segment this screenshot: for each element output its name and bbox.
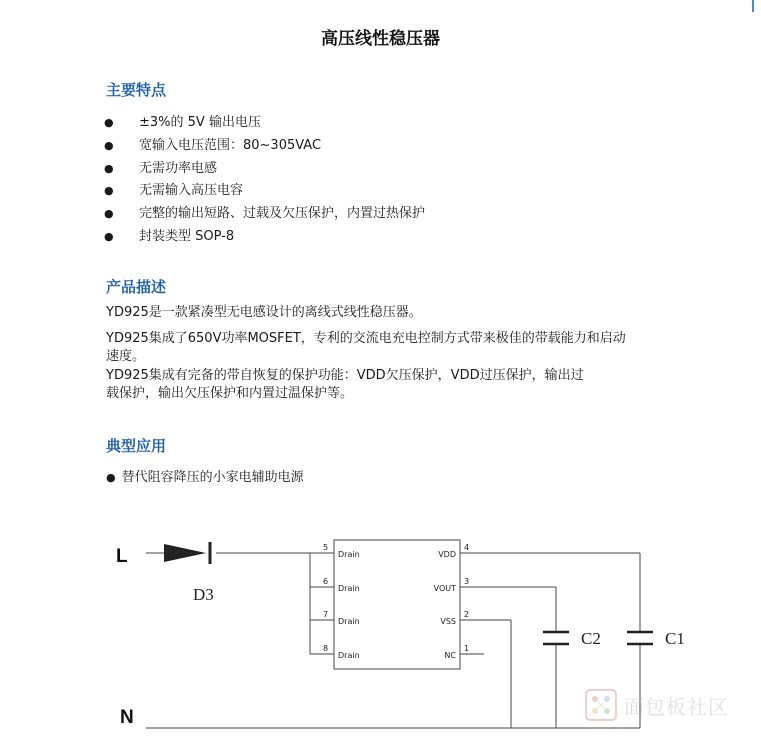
c2-label: C2 <box>581 629 601 648</box>
description-line: 速度。 <box>106 349 146 364</box>
c1-label: C1 <box>665 629 685 648</box>
bullet-icon: ● <box>104 116 114 129</box>
watermark-logo-icon <box>584 688 618 722</box>
page-title: 高压线性稳压器 <box>321 29 440 49</box>
bullet-icon: ● <box>106 471 116 484</box>
pin-name: NC <box>444 651 456 660</box>
feature-item: ● 无需功率电感 <box>104 158 425 181</box>
pin-name: VDD <box>438 550 456 559</box>
pin-number: 1 <box>464 644 470 653</box>
applications-heading: 典型应用 <box>106 437 167 455</box>
application-item: ● 替代阻容降压的小家电辅助电源 <box>106 470 304 485</box>
pin-name: Drain <box>338 584 360 593</box>
feature-item: ● 无需输入高压电容 <box>104 180 425 203</box>
watermark-text: 面包板社区 <box>624 694 729 719</box>
pin-number: 3 <box>464 577 470 586</box>
description-line: YD925集成有完备的带自恢复的保护功能：VDD欠压保护，VDD过压保护，输出过 <box>106 368 584 383</box>
pin-number: 2 <box>464 610 470 619</box>
bullet-icon: ● <box>104 184 114 198</box>
bullet-icon: ● <box>104 138 114 152</box>
features-list <box>104 112 425 249</box>
bullet-icon: ● <box>104 207 114 221</box>
feature-item: ● ±3%的 5V 输出电压 <box>104 112 425 135</box>
n-label: N <box>120 707 134 728</box>
bullet-icon: ● <box>104 229 114 243</box>
pin-name: VSS <box>440 617 456 626</box>
diode-icon <box>164 544 206 562</box>
watermark <box>584 688 729 722</box>
diode-label: D3 <box>193 585 214 604</box>
pin-name: Drain <box>338 617 360 626</box>
page-edge-line <box>752 0 754 12</box>
pin-number: 6 <box>323 577 329 586</box>
l-label: L <box>116 546 128 567</box>
description-line: YD925集成了650V功率MOSFET，专利的交流电充电控制方式带来极佳的带载能力和启动 <box>106 331 626 346</box>
pin-number: 7 <box>323 610 329 619</box>
bullet-icon: ● <box>104 161 114 175</box>
pin-number: 5 <box>323 543 329 552</box>
description-heading: 产品描述 <box>106 278 167 296</box>
pin-name: Drain <box>338 550 360 559</box>
feature-item: ● 封装类型 SOP-8 <box>104 226 425 249</box>
pin-number: 4 <box>464 543 470 552</box>
features-heading: 主要特点 <box>106 81 167 99</box>
pin-number: 8 <box>323 644 329 653</box>
feature-item: ● 完整的输出短路、过载及欠压保护，内置过热保护 <box>104 203 425 226</box>
ic-body <box>334 540 460 669</box>
description-line: YD925是一款紧凑型无电感设计的离线式线性稳压器。 <box>106 305 422 320</box>
description-line: 载保护，输出欠压保护和内置过温保护等。 <box>106 386 354 401</box>
pin-name: Drain <box>338 651 360 660</box>
pin-name: VOUT <box>433 584 456 593</box>
feature-item: ● 宽输入电压范围：80~305VAC <box>104 135 425 158</box>
